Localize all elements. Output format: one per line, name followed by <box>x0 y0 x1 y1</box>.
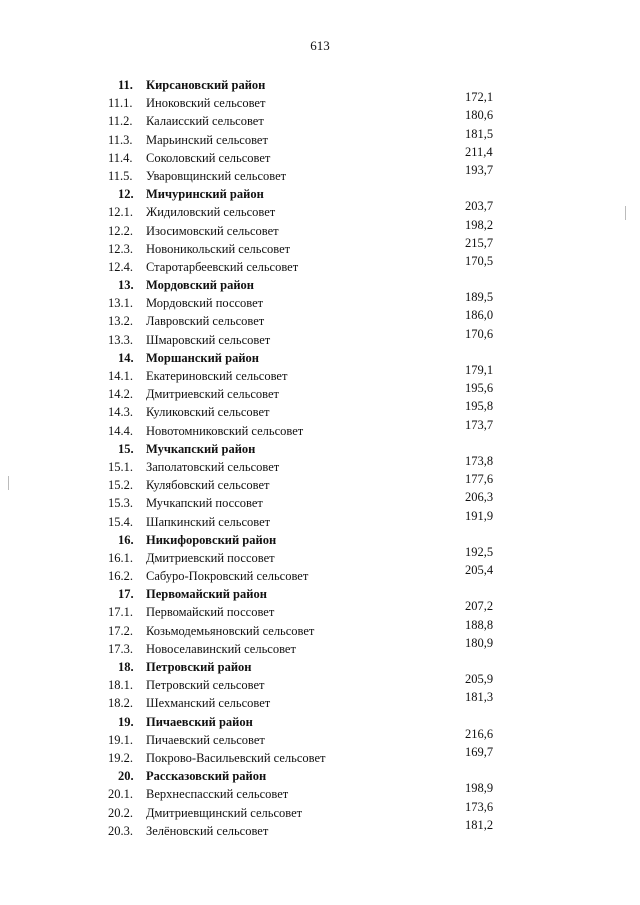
settlement-name: Верхнеспасский сельсовет <box>146 787 289 802</box>
settlement-value: 198,9 <box>465 781 494 796</box>
settlement-number: 17.2. <box>108 623 133 638</box>
settlement-name: Пичаевский сельсовет <box>146 732 265 747</box>
settlement-list <box>0 76 640 840</box>
district-name: Никифоровский район <box>146 532 277 547</box>
settlement-name: Жидиловский сельсовет <box>146 205 276 220</box>
district-heading <box>0 349 640 367</box>
settlement-number: 15.4. <box>108 514 133 529</box>
settlement-number: 13.3. <box>108 332 133 347</box>
settlement-row <box>0 326 640 349</box>
settlement-row <box>0 126 640 149</box>
settlement-row <box>0 399 640 421</box>
settlement-value: 179,1 <box>465 363 494 377</box>
settlement-row <box>0 617 640 640</box>
district-number: 13. <box>118 278 134 293</box>
settlement-row <box>0 544 640 567</box>
settlement-name: Изосимовский сельсовет <box>146 223 279 238</box>
settlement-number: 11.5. <box>108 168 133 183</box>
settlement-name: Куликовский сельсовет <box>146 405 270 420</box>
settlement-name: Мучкапский поссовет <box>146 496 263 511</box>
settlement-row <box>0 817 640 840</box>
settlement-number: 14.2. <box>108 387 133 402</box>
settlement-name: Покрово-Васильевский сельсовет <box>146 750 326 765</box>
settlement-row <box>0 563 640 585</box>
settlement-number: 14.3. <box>108 405 133 420</box>
settlement-row <box>0 90 640 112</box>
settlement-name: Дмитриевщинский сельсовет <box>146 805 303 820</box>
settlement-row <box>0 635 640 658</box>
settlement-value: 205,4 <box>465 563 494 578</box>
settlement-row <box>0 162 640 185</box>
settlement-value: 169,7 <box>465 744 494 759</box>
scan-mark <box>625 206 626 220</box>
settlement-row <box>0 308 640 330</box>
settlement-value: 173,6 <box>465 799 494 814</box>
settlement-value: 181,3 <box>465 690 494 705</box>
settlement-name: Новотомниковский сельсовет <box>146 423 304 438</box>
settlement-value: 195,8 <box>465 399 494 414</box>
district-name: Петровский район <box>146 660 252 674</box>
settlement-row <box>0 508 640 531</box>
district-number: 12. <box>118 187 134 202</box>
district-number: 18. <box>118 660 134 674</box>
district-name: Моршанский район <box>146 350 259 365</box>
district-name: Мучкапский район <box>146 441 256 456</box>
settlement-name: Мордовский поссовет <box>146 296 264 311</box>
settlement-name: Шмаровский сельсовет <box>146 332 271 347</box>
settlement-number: 14.1. <box>108 369 133 383</box>
settlement-row <box>0 381 640 403</box>
settlement-name: Заполатовский сельсовет <box>146 459 280 474</box>
settlement-number: 15.3. <box>108 496 133 511</box>
settlement-row <box>0 290 640 312</box>
settlement-number: 11.1. <box>108 96 133 111</box>
district-heading <box>0 658 640 676</box>
district-heading <box>0 585 640 603</box>
settlement-value: 193,7 <box>465 162 494 177</box>
settlement-row <box>0 472 640 494</box>
settlement-row <box>0 781 640 803</box>
settlement-value: 173,7 <box>465 417 494 432</box>
settlement-row <box>0 453 640 476</box>
settlement-value: 211,4 <box>465 144 493 159</box>
district-number: 14. <box>118 350 134 365</box>
settlement-value: 192,5 <box>465 544 494 559</box>
district-number: 19. <box>118 714 134 729</box>
settlement-number: 15.2. <box>108 478 133 493</box>
settlement-name: Сабуро-Покровский сельсовет <box>146 569 309 584</box>
settlement-value: 203,7 <box>465 199 494 214</box>
settlement-number: 17.3. <box>108 641 133 656</box>
settlement-value: 180,9 <box>465 635 494 650</box>
settlement-number: 13.2. <box>108 314 133 329</box>
settlement-row <box>0 363 640 385</box>
settlement-row <box>0 108 640 130</box>
settlement-row <box>0 799 640 822</box>
settlement-value: 195,6 <box>465 381 494 396</box>
settlement-row <box>0 599 640 621</box>
district-heading <box>0 185 640 203</box>
district-name: Пичаевский район <box>146 714 253 729</box>
settlement-value: 215,7 <box>465 235 494 250</box>
settlement-name: Калаисский сельсовет <box>146 114 264 129</box>
settlement-name: Иноковский сельсовет <box>146 96 266 111</box>
settlement-value: 181,5 <box>465 126 494 141</box>
district-heading <box>0 713 640 731</box>
settlement-number: 16.2. <box>108 569 133 584</box>
settlement-value: 172,1 <box>465 90 494 105</box>
settlement-value: 189,5 <box>465 290 494 305</box>
district-heading <box>0 440 640 458</box>
settlement-name: Уваровщинский сельсовет <box>146 168 287 183</box>
settlement-row <box>0 199 640 221</box>
settlement-row <box>0 672 640 694</box>
settlement-name: Козьмодемьяновский сельсовет <box>146 623 315 638</box>
district-number: 15. <box>118 441 134 456</box>
settlement-name: Новоникольский сельсовет <box>146 241 291 256</box>
district-number: 11. <box>118 78 133 92</box>
settlement-number: 18.1. <box>108 678 133 693</box>
district-heading <box>0 76 640 94</box>
settlement-number: 17.1. <box>108 605 133 620</box>
settlement-number: 13.1. <box>108 296 133 311</box>
district-number: 20. <box>118 769 134 784</box>
settlement-value: 198,2 <box>465 217 494 232</box>
settlement-name: Новоселавинский сельсовет <box>146 641 296 656</box>
settlement-row <box>0 235 640 258</box>
settlement-row <box>0 417 640 440</box>
settlement-number: 18.2. <box>108 696 133 711</box>
settlement-name: Екатериновский сельсовет <box>146 369 288 383</box>
district-name: Мордовский район <box>146 278 254 293</box>
district-name: Мичуринский район <box>146 187 264 202</box>
settlement-row <box>0 726 640 749</box>
settlement-value: 180,6 <box>465 108 494 123</box>
settlement-number: 14.4. <box>108 423 133 438</box>
settlement-row <box>0 744 640 767</box>
settlement-value: 173,8 <box>465 453 494 468</box>
settlement-row <box>0 253 640 276</box>
settlement-number: 19.2. <box>108 750 133 765</box>
settlement-value: 206,3 <box>465 490 494 505</box>
settlement-number: 20.1. <box>108 787 133 802</box>
settlement-number: 20.3. <box>108 823 133 838</box>
settlement-number: 11.3. <box>108 132 133 147</box>
district-number: 16. <box>118 532 134 547</box>
settlement-value: 188,8 <box>465 617 494 632</box>
settlement-name: Дмитриевский поссовет <box>146 550 275 565</box>
settlement-row <box>0 144 640 167</box>
settlement-value: 207,2 <box>465 599 494 614</box>
scan-mark <box>8 476 9 490</box>
district-name: Первомайский район <box>146 587 267 602</box>
settlement-name: Соколовский сельсовет <box>146 150 271 165</box>
settlement-name: Марьинский сельсовет <box>146 132 268 147</box>
settlement-name: Лавровский сельсовет <box>146 314 265 329</box>
settlement-number: 16.1. <box>108 550 133 565</box>
settlement-value: 181,2 <box>465 817 494 832</box>
settlement-name: Кулябовский сельсовет <box>146 478 270 493</box>
settlement-name: Петровский сельсовет <box>146 678 265 693</box>
settlement-number: 12.2. <box>108 223 133 238</box>
settlement-value: 216,6 <box>465 726 494 741</box>
settlement-number: 11.2. <box>108 114 133 129</box>
settlement-row <box>0 217 640 240</box>
settlement-row <box>0 690 640 712</box>
district-heading <box>0 767 640 785</box>
settlement-value: 191,9 <box>465 508 494 523</box>
district-number: 17. <box>118 587 134 602</box>
settlement-number: 11.4. <box>108 150 133 165</box>
settlement-value: 177,6 <box>465 472 494 487</box>
settlement-number: 12.3. <box>108 241 133 256</box>
settlement-number: 15.1. <box>108 459 133 474</box>
settlement-name: Старотарбеевский сельсовет <box>146 259 299 274</box>
settlement-number: 12.1. <box>108 205 133 220</box>
district-name: Рассказовский район <box>146 769 267 784</box>
settlement-value: 186,0 <box>465 308 494 323</box>
settlement-number: 20.2. <box>108 805 133 820</box>
district-name: Кирсановский район <box>146 78 266 92</box>
district-heading <box>0 276 640 294</box>
settlement-name: Дмитриевский сельсовет <box>146 387 280 402</box>
settlement-value: 170,5 <box>465 253 494 268</box>
settlement-name: Зелёновский сельсовет <box>146 823 269 838</box>
settlement-number: 19.1. <box>108 732 133 747</box>
settlement-name: Шапкинский сельсовет <box>146 514 271 529</box>
settlement-number: 12.4. <box>108 259 133 274</box>
settlement-name: Шехманский сельсовет <box>146 696 271 711</box>
district-heading <box>0 531 640 549</box>
settlement-name: Первомайский поссовет <box>146 605 275 620</box>
settlement-value: 170,6 <box>465 326 494 341</box>
settlement-row <box>0 490 640 512</box>
settlement-value: 205,9 <box>465 672 494 687</box>
page-number: 613 <box>310 38 330 53</box>
